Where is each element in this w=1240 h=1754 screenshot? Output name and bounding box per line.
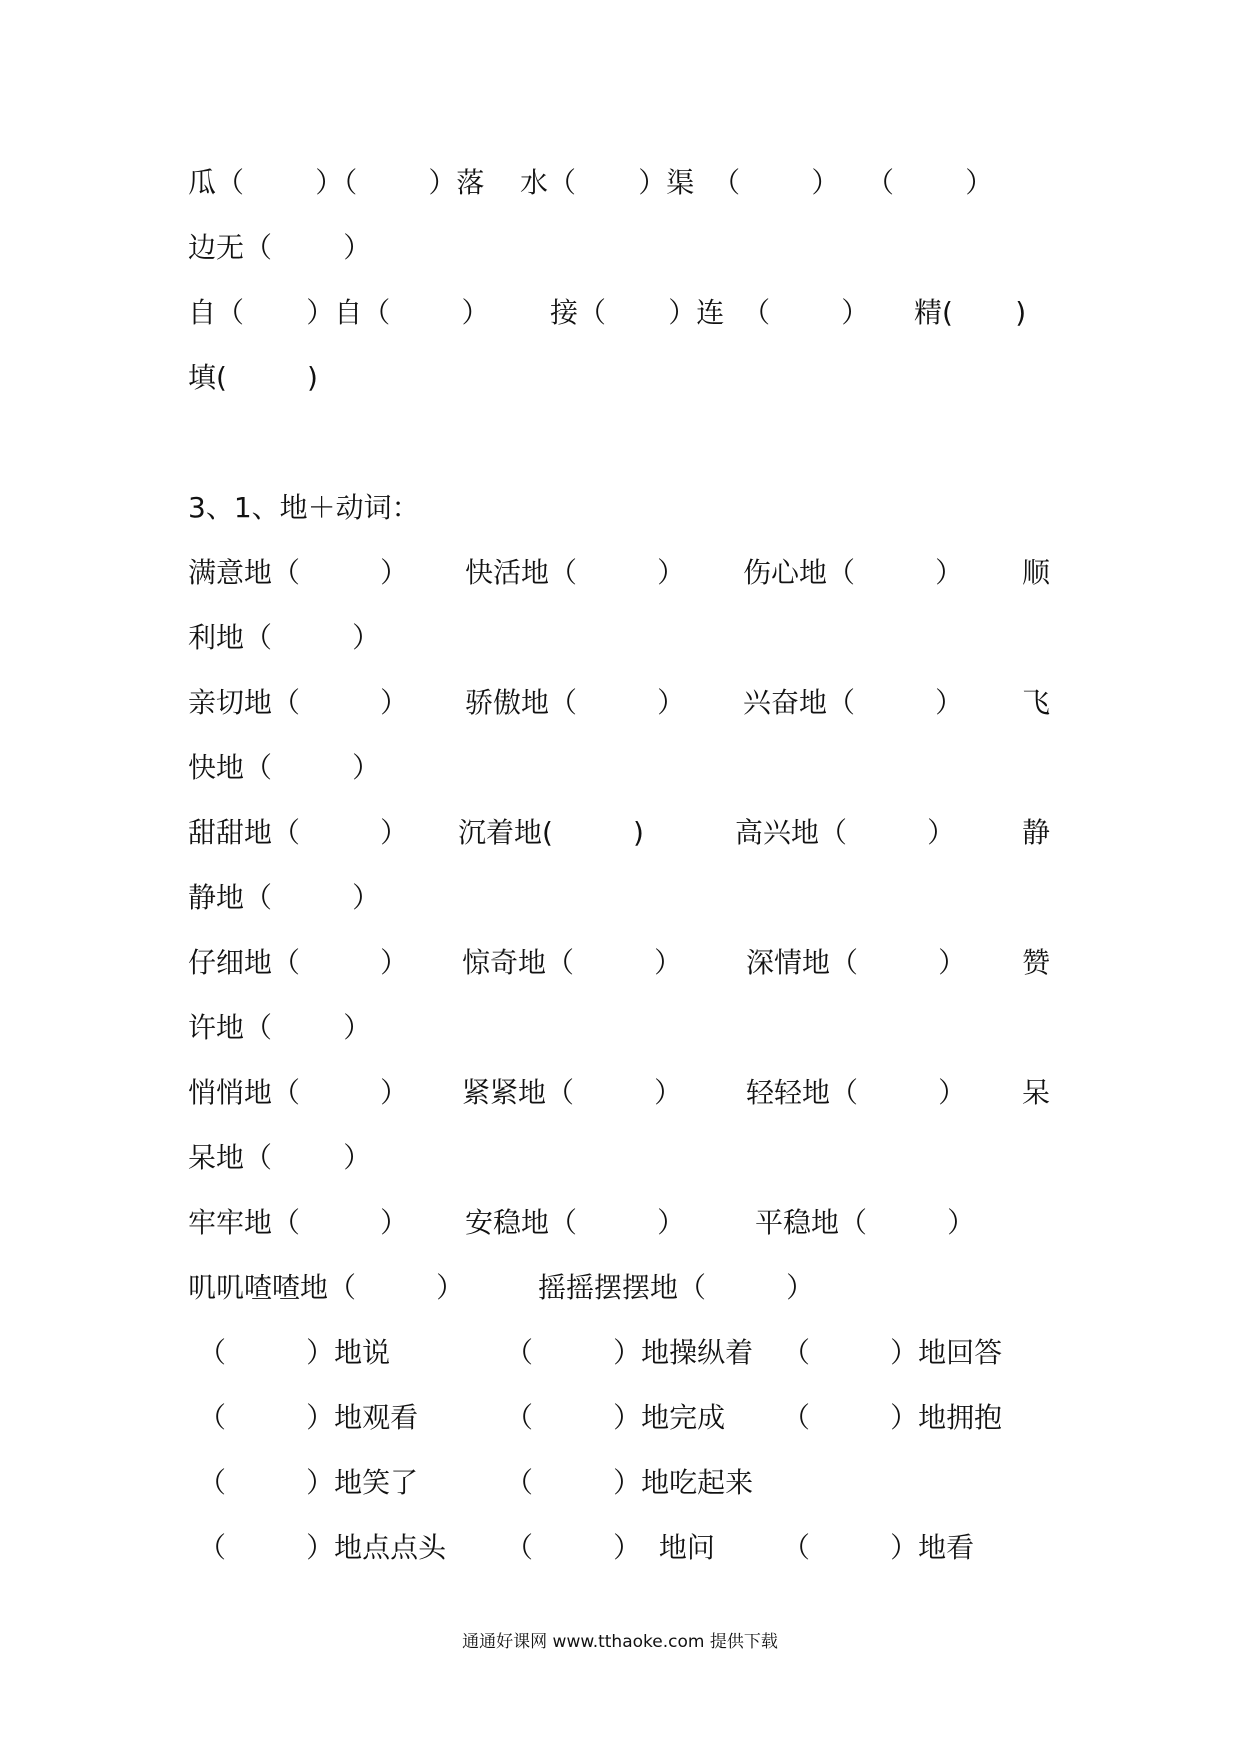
fill-item: 瓜（ ）（ ）落 水（ ）渠 （ ） （ ） — [188, 166, 994, 199]
fill-item: 骄傲地（ ） — [465, 686, 686, 719]
fill-item: 高兴地（ ） — [735, 816, 956, 849]
fill-item: 飞 — [1022, 686, 1051, 719]
fill-item: （ ）地说 — [198, 1336, 391, 1369]
fill-item: 安稳地（ ） — [465, 1206, 686, 1239]
fill-item: 自（ ）自（ ） — [188, 296, 490, 329]
fill-item: 轻轻地（ ） — [746, 1076, 967, 1109]
text-line-19 — [0, 1398, 1240, 1438]
fill-item: （ ）地笑了 — [198, 1466, 419, 1499]
fill-item: 紧紧地（ ） — [462, 1076, 683, 1109]
fill-item: （ ）地看 — [782, 1531, 975, 1564]
fill-item: 许地（ ） — [188, 1011, 372, 1044]
section-title: 3、1、地＋动词： — [188, 491, 420, 524]
fill-item: 牢牢地（ ） — [188, 1206, 409, 1239]
fill-item: 伤心地（ ） — [743, 556, 964, 589]
fill-item: 深情地（ ） — [746, 946, 967, 979]
fill-item: 静地（ ） — [188, 881, 381, 914]
text-line-21 — [0, 1528, 1240, 1568]
text-line-7 — [0, 618, 1240, 658]
fill-item: 呆 — [1022, 1076, 1051, 1109]
fill-item: 仔细地（ ） — [188, 946, 409, 979]
text-line-8 — [0, 683, 1240, 723]
text-line-4 — [0, 358, 1240, 398]
text-line-20 — [0, 1463, 1240, 1503]
text-line-15 — [0, 1138, 1240, 1178]
text-line-11 — [0, 878, 1240, 918]
text-line-3 — [0, 293, 1240, 333]
text-line-2 — [0, 228, 1240, 268]
text-line-13 — [0, 1008, 1240, 1048]
fill-item: 精( ) — [914, 296, 1027, 329]
fill-item: （ ）地完成 — [505, 1401, 726, 1434]
fill-item: 悄悄地（ ） — [188, 1076, 409, 1109]
page-footer: 通通好课网 www.tthaoke.com 提供下载 — [462, 1632, 778, 1652]
text-line-16 — [0, 1203, 1240, 1243]
text-line-18 — [0, 1333, 1240, 1373]
fill-item: （ ） 地问 — [505, 1531, 715, 1564]
fill-item: 叽叽喳喳地（ ） — [188, 1271, 465, 1304]
fill-item: 静 — [1022, 816, 1051, 849]
text-line-14 — [0, 1073, 1240, 1113]
text-line-17 — [0, 1268, 1240, 1308]
text-line-10 — [0, 813, 1240, 853]
fill-item: （ ）地点点头 — [198, 1531, 447, 1564]
fill-item: （ ）地观看 — [198, 1401, 419, 1434]
fill-item: （ ）地回答 — [782, 1336, 1003, 1369]
text-line-1 — [0, 163, 1240, 203]
fill-item: （ ）地吃起来 — [505, 1466, 754, 1499]
fill-item: 呆地（ ） — [188, 1141, 372, 1174]
fill-item: 边无（ ） — [188, 231, 372, 264]
fill-item: 惊奇地（ ） — [462, 946, 683, 979]
fill-item: 摇摇摆摆地（ ） — [538, 1271, 815, 1304]
fill-item: 平稳地（ ） — [755, 1206, 976, 1239]
fill-item: 填( ) — [188, 361, 318, 394]
text-line-6 — [0, 553, 1240, 593]
fill-item: 兴奋地（ ） — [743, 686, 964, 719]
fill-item: （ ）地拥抱 — [782, 1401, 1003, 1434]
fill-item: 亲切地（ ） — [188, 686, 409, 719]
fill-item: 利地（ ） — [188, 621, 381, 654]
fill-item: 快地（ ） — [188, 751, 381, 784]
text-line-12 — [0, 943, 1240, 983]
section-heading — [0, 488, 1240, 528]
fill-item: 接（ ）连 （ ） — [550, 296, 870, 329]
fill-item: 满意地（ ） — [188, 556, 409, 589]
fill-item: 沉着地( ) — [458, 816, 644, 849]
text-line-9 — [0, 748, 1240, 788]
fill-item: 快活地（ ） — [465, 556, 686, 589]
fill-item: （ ）地操纵着 — [505, 1336, 754, 1369]
fill-item: 顺 — [1022, 556, 1051, 589]
fill-item: 赞 — [1022, 946, 1051, 979]
fill-item: 甜甜地（ ） — [188, 816, 409, 849]
